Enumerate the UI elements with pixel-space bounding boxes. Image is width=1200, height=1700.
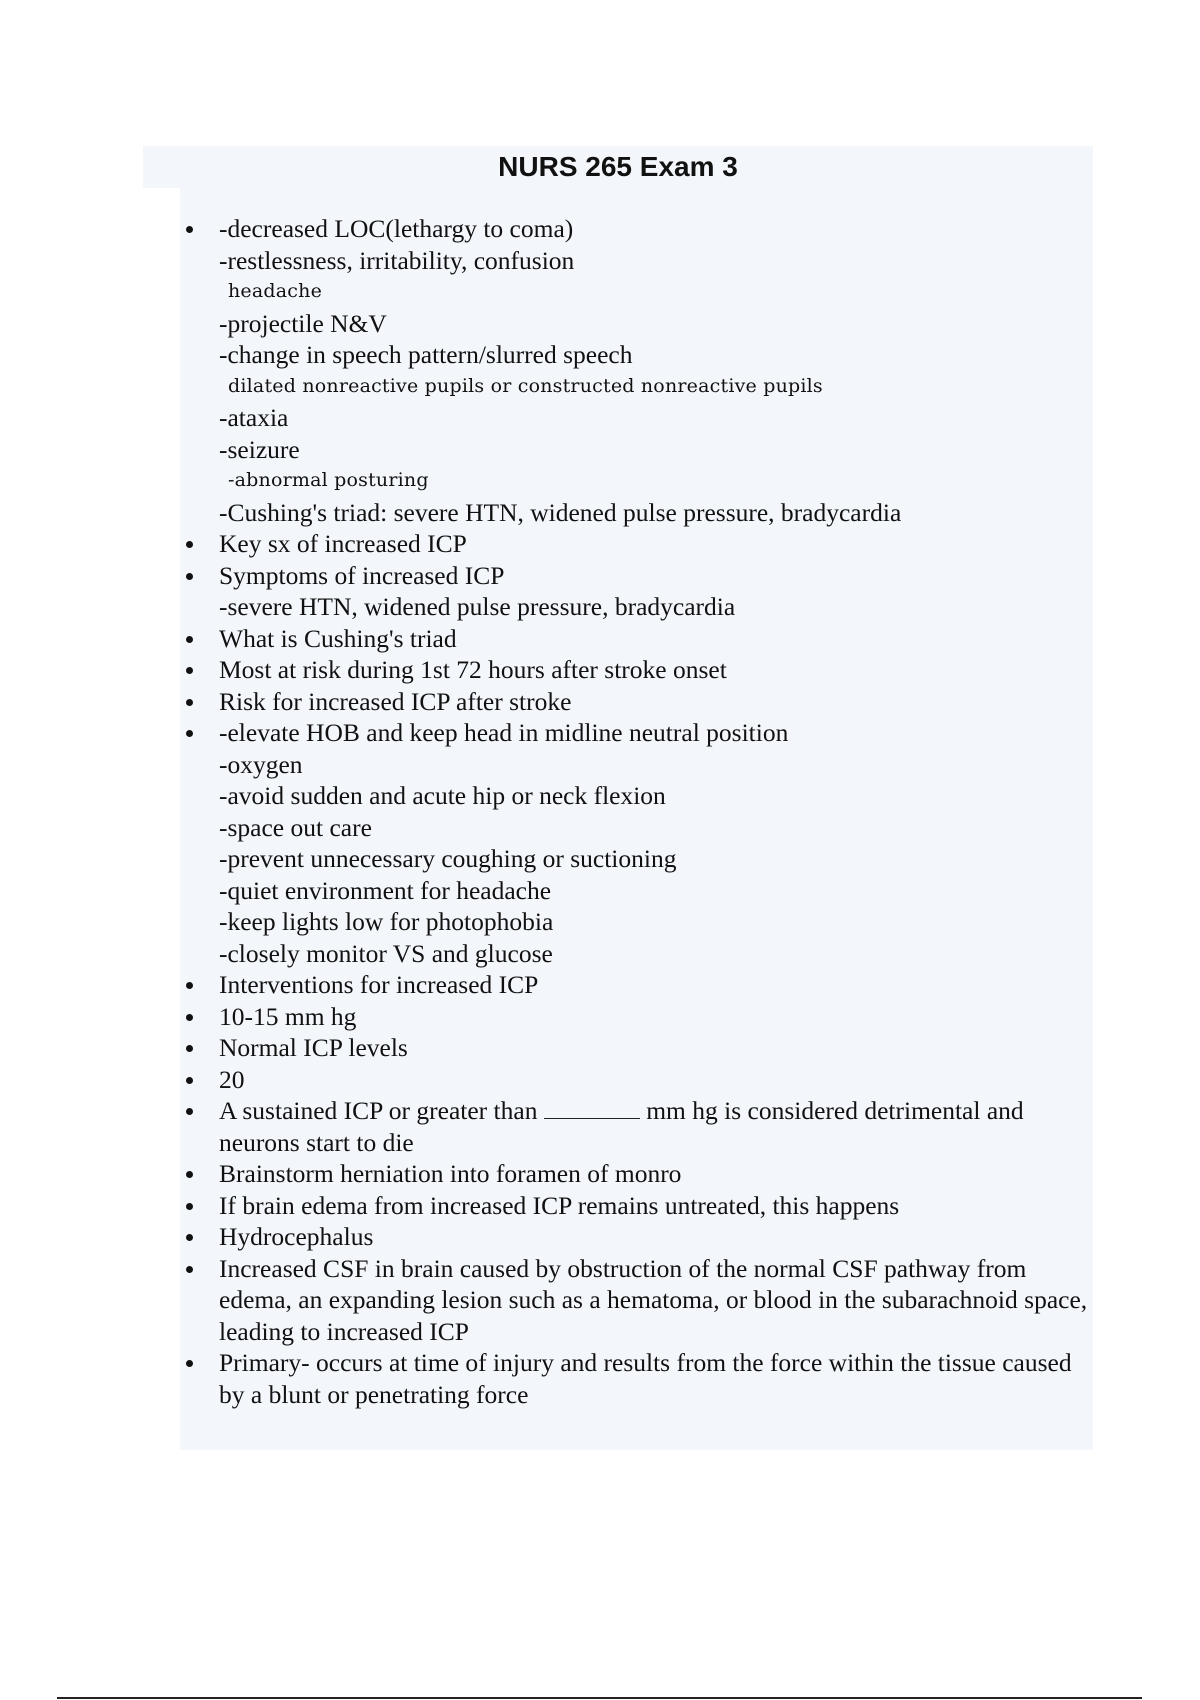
note-line: Most at risk during 1st 72 hours after stroke onset [219, 655, 727, 684]
note-line: -oxygen [219, 749, 303, 779]
note-line: -abnormal posturing [228, 469, 429, 491]
note-line: Hydrocephalus [219, 1222, 374, 1251]
note-line: 20 [219, 1064, 245, 1094]
note-paragraph: Primary- occurs at time of injury and results from the force within the tissue caused by a blunt or penetrating force [219, 1348, 1072, 1409]
note-line: dilated nonreactive pupils or constructed nonreactive pupils [228, 374, 823, 397]
list-item [180, 1221, 1090, 1253]
note-line: -quiet environment for headache [219, 875, 552, 905]
note-line: What is Cushing's triad [219, 623, 457, 653]
note-line: -seizure [219, 434, 300, 464]
note-line: -Cushing's triad: severe HTN, widened pulse pressure, bradycardia [219, 497, 902, 527]
note-line: -ataxia [219, 403, 289, 432]
note-line: Key sx of increased ICP [219, 529, 467, 558]
question-text-after-blank: mm hg is considered detrimental and neurons start to die [219, 1096, 1024, 1157]
list-item [180, 1032, 1090, 1064]
footer-divider [57, 1697, 1142, 1699]
note-line: -elevate HOB and keep head in midline neutral position [219, 718, 789, 747]
list-item [180, 623, 1090, 655]
note-line: Brainstorm herniation into foramen of monro [219, 1159, 682, 1188]
note-line: Risk for increased ICP after stroke [219, 686, 572, 716]
note-line: -closely monitor VS and glucose [219, 938, 553, 968]
fill-in-blank-question [219, 1095, 1090, 1158]
note-line: 10-15 mm hg [219, 1001, 357, 1031]
list-item [180, 1347, 1090, 1410]
list-item [180, 686, 1090, 718]
list-item [180, 560, 1090, 623]
list-item [180, 1158, 1090, 1190]
note-line: Interventions for increased ICP [219, 970, 539, 999]
list-item [180, 1064, 1090, 1096]
note-line: -avoid sudden and acute hip or neck flexion [219, 781, 666, 810]
note-line: -decreased LOC(lethargy to coma) [219, 214, 574, 243]
note-line: -projectile N&V [219, 308, 387, 338]
note-line: Normal ICP levels [219, 1033, 408, 1062]
page-title: NURS 265 Exam 3 [498, 151, 738, 182]
note-line: -change in speech pattern/slurred speech [219, 340, 633, 369]
question-text-before-blank: A sustained ICP or greater than [219, 1096, 538, 1125]
note-line: Symptoms of increased ICP [219, 560, 505, 590]
note-line: -prevent unnecessary coughing or suctioning [219, 844, 677, 873]
note-line: headache [228, 280, 323, 302]
note-line: -space out care [219, 812, 372, 842]
list-item [180, 213, 1090, 528]
list-item [180, 717, 1090, 969]
list-item [180, 1190, 1090, 1222]
notes-list [180, 213, 1090, 1410]
list-item [180, 1095, 1090, 1158]
note-line: -restlessness, irritability, confusion [219, 245, 575, 275]
list-item [180, 528, 1090, 560]
list-item [180, 1001, 1090, 1033]
list-item [180, 1253, 1090, 1348]
note-line: -severe HTN, widened pulse pressure, bradycardia [219, 592, 736, 621]
answer-blank [544, 1098, 640, 1119]
note-line: If brain edema from increased ICP remains untreated, this happens [219, 1190, 900, 1220]
list-item [180, 969, 1090, 1001]
list-item [180, 654, 1090, 686]
note-paragraph: Increased CSF in brain caused by obstruction of the normal CSF pathway from edema, an expanding lesion such as a hematoma, or blood in the subarachnoid space, leading to increased ICP [219, 1253, 1088, 1346]
note-line: -keep lights low for photophobia [219, 907, 554, 936]
